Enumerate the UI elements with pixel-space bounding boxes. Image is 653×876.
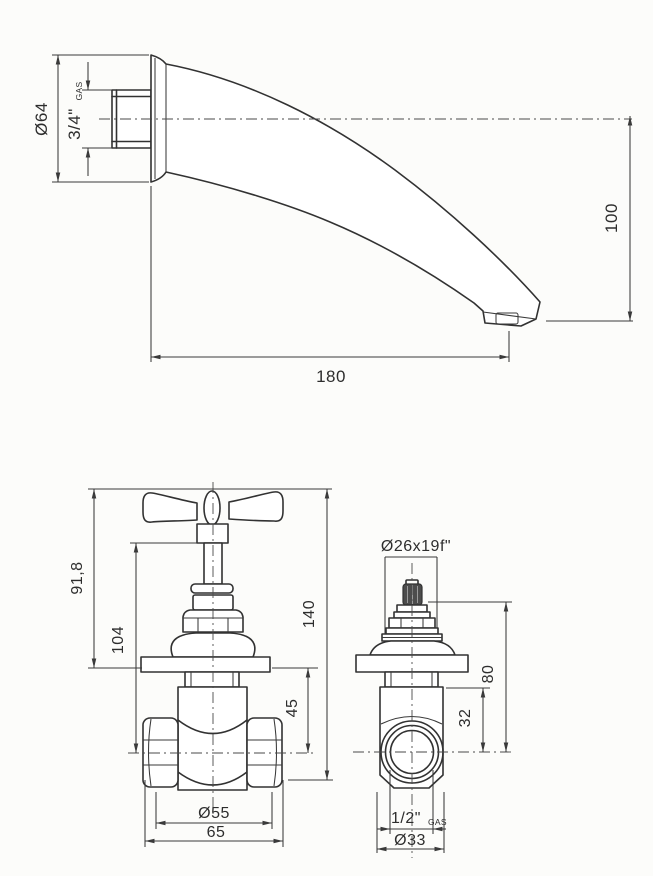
label-valve-body-height: 45 bbox=[284, 698, 301, 718]
label-spout-thread-standard: GAS bbox=[74, 81, 84, 101]
valve-front-view bbox=[69, 482, 333, 847]
dim-valve-handle-height bbox=[69, 489, 142, 668]
dim-valve-port-offset bbox=[446, 688, 490, 752]
valve-side-neck bbox=[385, 672, 438, 687]
label-valve-overall-height: 140 bbox=[301, 599, 318, 629]
spout-body-outline bbox=[151, 55, 540, 326]
label-spout-reach: 180 bbox=[316, 367, 346, 386]
label-valve-port-diameter: Ø33 bbox=[394, 832, 426, 849]
label-valve-handle-height: 91,8 bbox=[69, 561, 86, 595]
label-valve-cartridge-spec: Ø26x19f" bbox=[380, 538, 452, 555]
valve-port-left bbox=[143, 718, 178, 787]
valve-body bbox=[178, 687, 247, 790]
label-valve-port-thread: 1/2" bbox=[391, 810, 421, 827]
valve-side-shoulder bbox=[370, 641, 455, 655]
valve-side-view bbox=[353, 538, 512, 858]
label-spout-thread: 3/4" bbox=[65, 108, 84, 140]
valve-flange-plate bbox=[141, 657, 270, 672]
valve-port-right bbox=[247, 718, 282, 787]
valve-stem-washer bbox=[191, 584, 233, 593]
dim-valve-overall-height bbox=[288, 489, 333, 780]
dim-spout-drop-height bbox=[546, 116, 633, 321]
valve-neck bbox=[185, 672, 239, 687]
valve-side-body bbox=[380, 687, 443, 788]
valve-handle-hub bbox=[197, 524, 228, 543]
spout-side-view bbox=[32, 55, 633, 386]
label-valve-depth: 80 bbox=[480, 664, 497, 684]
label-valve-port-offset: 32 bbox=[457, 708, 474, 728]
valve-spline-stem bbox=[403, 580, 422, 605]
label-spout-drop-height: 100 bbox=[602, 203, 621, 233]
label-spout-flange-diameter: Ø64 bbox=[32, 102, 51, 136]
label-valve-port-thread-standard: GAS bbox=[428, 817, 447, 827]
label-valve-overall-width: 65 bbox=[206, 824, 226, 841]
label-valve-body-diameter: Ø55 bbox=[198, 805, 230, 822]
label-valve-stem-height: 104 bbox=[110, 625, 127, 655]
